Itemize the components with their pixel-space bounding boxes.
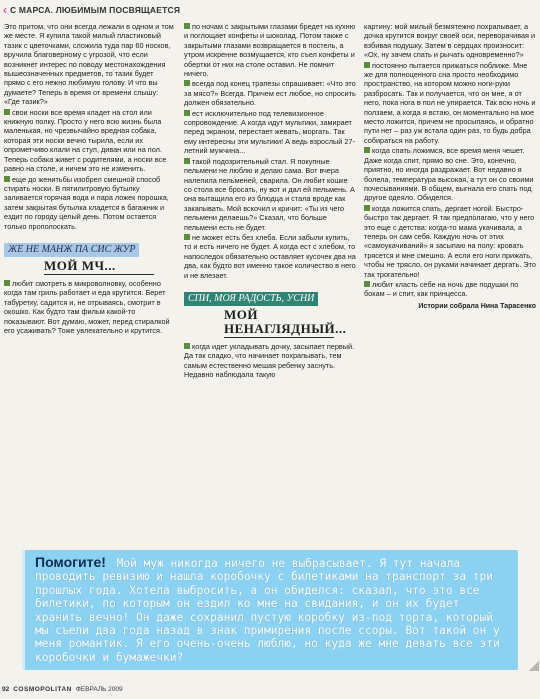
paragraph-text: когда идет укладывать дочку, засыпает первый. Да так сладко, что начинает похрапывать, тем самым естественно мешая ребенку заснуть. Недавно наблюдала такую — [184, 341, 355, 380]
paragraph — [4, 108, 176, 174]
article-columns — [4, 22, 536, 542]
paragraph-text: такой подозрительный стал. Я покупные пельмени не люблю и делаю сама. Вот вчера налепила пельменей, сварила. Он любит кошке со стола все бросать, ну вот и дал ей пельмень. А она вытащила его из блюдца и стала вроде как закапывать. Мой вскочил и кричит: «Ты из чего пельмени делаешь?» Сказал, что больше пельмени есть не будет. — [184, 156, 355, 232]
bullet-square-icon — [4, 280, 10, 286]
paragraph — [184, 22, 356, 78]
paragraph — [184, 157, 356, 232]
paragraph-text: любит смотреть в микроволновку, особенно когда там гриль работает и еда крутится. Берет табуретку, садится и, не отрываясь, смотрит в окошко. Как будто там фильм какой-то показывают. Вот думаю, может, перед стиралкой его усаживать? Тоже увлекательно и крутится. — [4, 278, 170, 335]
paragraph — [4, 175, 176, 231]
column-3 — [364, 22, 536, 542]
bullet-square-icon — [364, 147, 370, 153]
paragraph-text: Это притом, что они всегда лежали в одном и том же месте. Я купила такой милый пластиковый тазик с цветочками, сложила туда пар 60 носков, вручила благоверному с угрозой, что если возникнет интерес по поводу местонахождения вышеозначенных предметов, то тазик будет прямо с его нежно любимую голову. И что вы думаете? Теперь в время от времени слышу: «Где тазик?» — [4, 22, 174, 107]
section-title: МОЙ НЕНАГЛЯДНЫЙ... — [224, 306, 347, 336]
section-header — [0, 0, 540, 20]
paragraph-text: всегда под конец трапезы спрашивает: «Что это за мясо?» Всегда. Причем ест любое, но спросить должен обязательно. — [184, 79, 356, 108]
page-corner — [529, 661, 539, 671]
section-heading — [184, 288, 356, 338]
bullet-square-icon — [184, 110, 190, 116]
bullet-square-icon — [184, 80, 190, 86]
paragraph — [364, 22, 536, 60]
paragraph — [184, 109, 356, 156]
section-heading — [4, 239, 176, 275]
paragraph-text: еще до женитьбы изобрел смешной способ стирать носки. В пятилитровую бутылку заливается горячая вода и пара ложек порошка, затем закрытая бутылка кладется в багажник и ездит по городу целый день. Потом остается только прополоскать. — [4, 174, 169, 231]
paragraph — [4, 279, 176, 335]
callout-title: Помогите! — [35, 554, 106, 570]
bullet-square-icon — [4, 176, 10, 182]
chevron-left-icon: ‹ — [3, 3, 7, 17]
page-number: 92 — [2, 686, 10, 693]
paragraph-text: картину: мой милый безмятежно похрапывает, а дочка крутится вокруг своей оси, переворачивая и взбивая подушку. Затем в сердцах произносит: «Ох, ну зачем спать и рычать одновременно?» — [364, 22, 536, 60]
section-title: МОЙ МЧ... — [44, 259, 154, 275]
bullet-square-icon — [364, 205, 370, 211]
section-title: С МАРСА. ЛЮБИМЫМ ПОСВЯЩАЕТСЯ — [10, 5, 181, 15]
paragraph — [364, 280, 536, 299]
paragraph-text: любит класть себе на ночь две подушки по бокам – и спит, как принцесса. — [364, 279, 519, 299]
paragraph — [184, 79, 356, 107]
issue-date: ФЕВРАЛЬ 2009 — [75, 686, 123, 693]
bullet-square-icon — [364, 62, 370, 68]
paragraph — [364, 204, 536, 279]
bullet-square-icon — [184, 23, 190, 29]
section-band: СПИ, МОЯ РАДОСТЬ, УСНИ — [184, 292, 318, 306]
bullet-square-icon — [184, 234, 190, 240]
magazine-brand: COSMOPOLITAN — [13, 686, 72, 693]
paragraph-text: не может есть без хлеба. Если забыли купить, то и есть ничего не будет. А когда ест с хлебом, то напоследок обязательно оставляет кусочек два на два, как будто вот именно такое количество в него и не влезает. — [184, 232, 356, 280]
paragraph-text: свои носки все время кладет на стол или книжную полку. Просто у него всю жизнь была маленькая, но чрезвычайно вредная собака, которая эти носки вечно тырила, если их опрометчиво клали на стул, диван или на пол. Теперь собака живет с родителями, а носки все равно на столе, и ничем это не изменить. — [4, 107, 167, 174]
column-2 — [184, 22, 356, 542]
paragraph-text: ест исключительно под телевизионное сопровождение. А когда идут мультики, замирает перед экраном, перестает жевать, моргать. Так ему интересны эти мультики! А ведь взрослый 27-летний мужчина... — [184, 108, 355, 156]
paragraph-text: когда спать ложимся, все время меня чешет. Даже когда спит, прямо во сне. Это, конечно, приятно, но иногда раздражает. Вот недавно я болела, температура высокая, а тут он со своими почесываниями. В общем, выгнала его спать под другое одеяло. Обиделся. — [364, 146, 534, 203]
paragraph-text: когда ложится спать, дергает ногой. Быстро-быстро так дергает. Я так предполагаю, что у него это еще с детства: когда-то мама укачивала, а теперь он сам себя. Каждую ночь от этих «самоукачиваний» я засыпаю на полу: кровать трясется и мне смешно. А если его ноги прижать, чтобы не трясло, он руками начинает дергать. Это так трогательно! — [364, 203, 536, 279]
paragraph-text: по ночам с закрытыми глазами бредет на кухню и поглощает конфеты и шоколад. Потом также с закрытыми глазами возвращается в постель, а утром искренне возмущается, кто съел конфеты и обертки от них на столе оставил. Не помнит ничего. — [184, 22, 356, 79]
bullet-square-icon — [364, 281, 370, 287]
paragraph — [184, 233, 356, 280]
article-credit: Истории собрала Нина Тарасенко — [418, 302, 536, 310]
column-1 — [4, 22, 176, 542]
bullet-square-icon — [184, 158, 190, 164]
paragraph — [184, 342, 356, 380]
help-callout — [22, 550, 518, 670]
section-band: ЖЕ НЕ МАНЖ ПА СИС ЖУР — [4, 243, 139, 257]
callout-text: Мой муж никогда ничего не выбрасывает. Я тут начала проводить ревизию и нашла коробочку с билетиками на транспорт за три прошлых года. Хотела выбросить, а он обиделся: сказал, что это все билетики, по которым он ездил ко мне на свидания, и он их будет хранить вечно! Он даже сохранил пустую коробку из-под торта, который мы съели два года назад в знак примирения после ссоры. Вот такой он у меня романтик. Я его очень-очень люблю, но куда же мне девать все эти коробочки и бумажечки? — [35, 557, 500, 664]
bullet-square-icon — [4, 109, 10, 115]
page-footer — [2, 686, 123, 693]
paragraph — [364, 61, 536, 146]
paragraph-text: постоянно пытается прижаться поближе. Мне же для полноценного сна просто необходимо пространство, на котором можно ноги-руки разбросать. Так и получается, что он мне, я от него, пока нога в пол не упирается. Так всю ночь и ползаем, а когда я встаю, он моментально на мое место ложится, причем не просыпаясь, и обратно пути нет – раз уж встала один раз, то будь добра собираться на работу. — [364, 60, 536, 145]
paragraph — [4, 22, 176, 107]
paragraph — [364, 146, 536, 202]
bullet-square-icon — [184, 343, 190, 349]
